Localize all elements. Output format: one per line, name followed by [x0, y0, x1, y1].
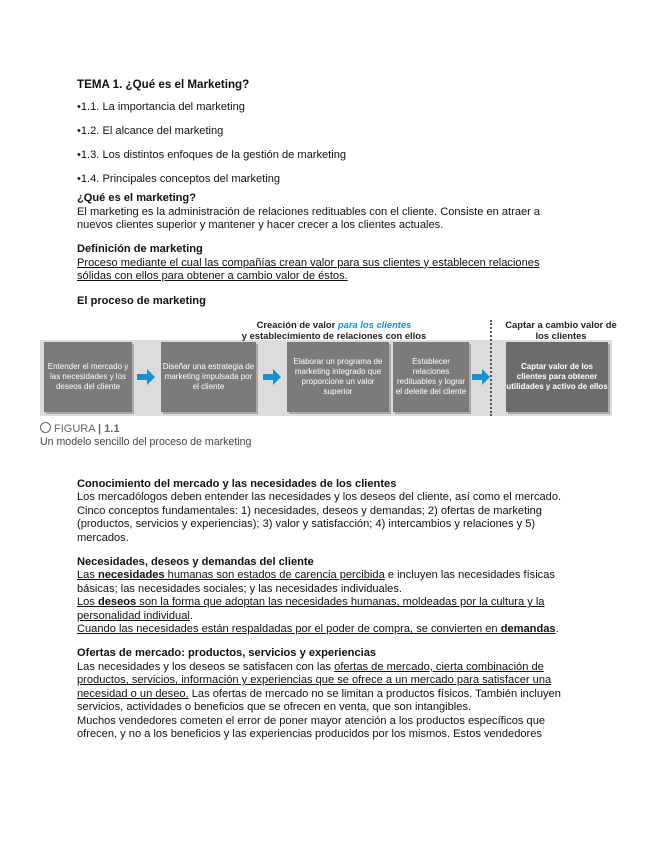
stage-establecer: Establecer relaciones redituables y lograr el deleite del cliente: [393, 342, 469, 412]
globe-icon: [40, 422, 51, 433]
paragraph-ofertas: Las necesidades y los deseos se satisfacen con las ofertas de mercado, cierta combinación de productos, servicios, información y experiencias que se ofrece a un mercado para satisfacer una necesidad o un deseo. Las ofertas de mercado no se limitan a productos físicos. También incluyen servicios, actividades o beneficios que se ofrecen en venta, que son intangibles.: [77, 660, 561, 714]
paragraph-definicion: Proceso mediante el cual las compañías crean valor para sus clientes y establecen relaciones sólidas con ellos para obtener a cambio valor de éstos.: [77, 256, 540, 283]
heading-ofertas: Ofertas de mercado: productos, servicios y experiencias: [77, 647, 377, 660]
stage-entender: Entender el mercado y las necesidades y los deseos del cliente: [44, 342, 132, 412]
page-title: TEMA 1. ¿Qué es el Marketing?: [77, 78, 250, 91]
toc-item-4: •1.4. Principales conceptos del marketing: [77, 172, 281, 185]
heading-definicion: Definición de marketing: [77, 243, 203, 256]
paragraph-conocimiento: Los mercadólogos deben entender las necesidades y los deseos del cliente, así como el mercado. Cinco conceptos fundamentales: 1) necesidades, deseos y demandas; 2) ofertas de marketing (productos, servicios y experiencias); 3) valor y satisfacción; 4) intercambios y relaciones y 5) mercados.: [77, 491, 562, 544]
figure-label: FIGURA | 1.1: [40, 422, 119, 436]
toc-item-1: •1.1. La importancia del marketing: [77, 101, 245, 114]
heading-conocimiento: Conocimiento del mercado y las necesidades de los clientes: [77, 478, 397, 490]
figure-caption-left: Creación de valor para los clientes y establecimiento de relaciones con ellos: [241, 319, 427, 341]
heading-necesidades: Necesidades, deseos y demandas del cliente: [77, 556, 314, 569]
document-page-lower: [77, 478, 577, 741]
stage-elaborar: Elaborar un programa de marketing integrado que proporcione un valor superior: [287, 342, 389, 412]
figure-caption-right: Captar a cambio valor de los clientes: [505, 319, 617, 341]
stage-captar: Captar valor de los clientes para obtener utilidades y activo de ellos: [506, 342, 608, 412]
heading-que-es: ¿Qué es el marketing?: [77, 192, 196, 205]
paragraph-demandas: Cuando las necesidades están respaldadas por el poder de compra, se convierten en demandas.: [77, 623, 559, 636]
arrow-right-icon: [261, 366, 283, 388]
paragraph-necesidades: Las necesidades humanas son estados de carencia percibida e incluyen las necesidades físicas básicas; las necesidades sociales; y las necesidades individuales.: [77, 569, 555, 595]
paragraph-vendedores: Muchos vendedores cometen el error de poner mayor atención a los productos específicos que ofrecen, y no a los beneficios y las experiencias producidos por los mismos. Estos vendedores: [77, 714, 546, 740]
document-page: [77, 78, 577, 308]
arrow-right-icon: [470, 366, 492, 388]
paragraph-que-es: El marketing es la administración de relaciones redituables con el cliente. Consiste en atraer a nuevos clientes superior y mantener y hacer crecer a los clientes actuales.: [77, 205, 541, 232]
arrow-right-icon: [135, 366, 157, 388]
toc-item-2: •1.2. El alcance del marketing: [77, 125, 224, 138]
toc-item-3: •1.3. Los distintos enfoques de la gestión de marketing: [77, 149, 347, 161]
stage-disenar: Diseñar una estrategia de marketing impulsada por el cliente: [161, 342, 256, 412]
heading-proceso: El proceso de marketing: [77, 294, 206, 307]
figure-subtitle: Un modelo sencillo del proceso de marketing: [40, 436, 252, 448]
paragraph-deseos: Los deseos son la forma que adoptan las necesidades humanas, moldeadas por la cultura y la personalidad individual.: [77, 596, 545, 622]
marketing-process-figure: [40, 318, 617, 452]
